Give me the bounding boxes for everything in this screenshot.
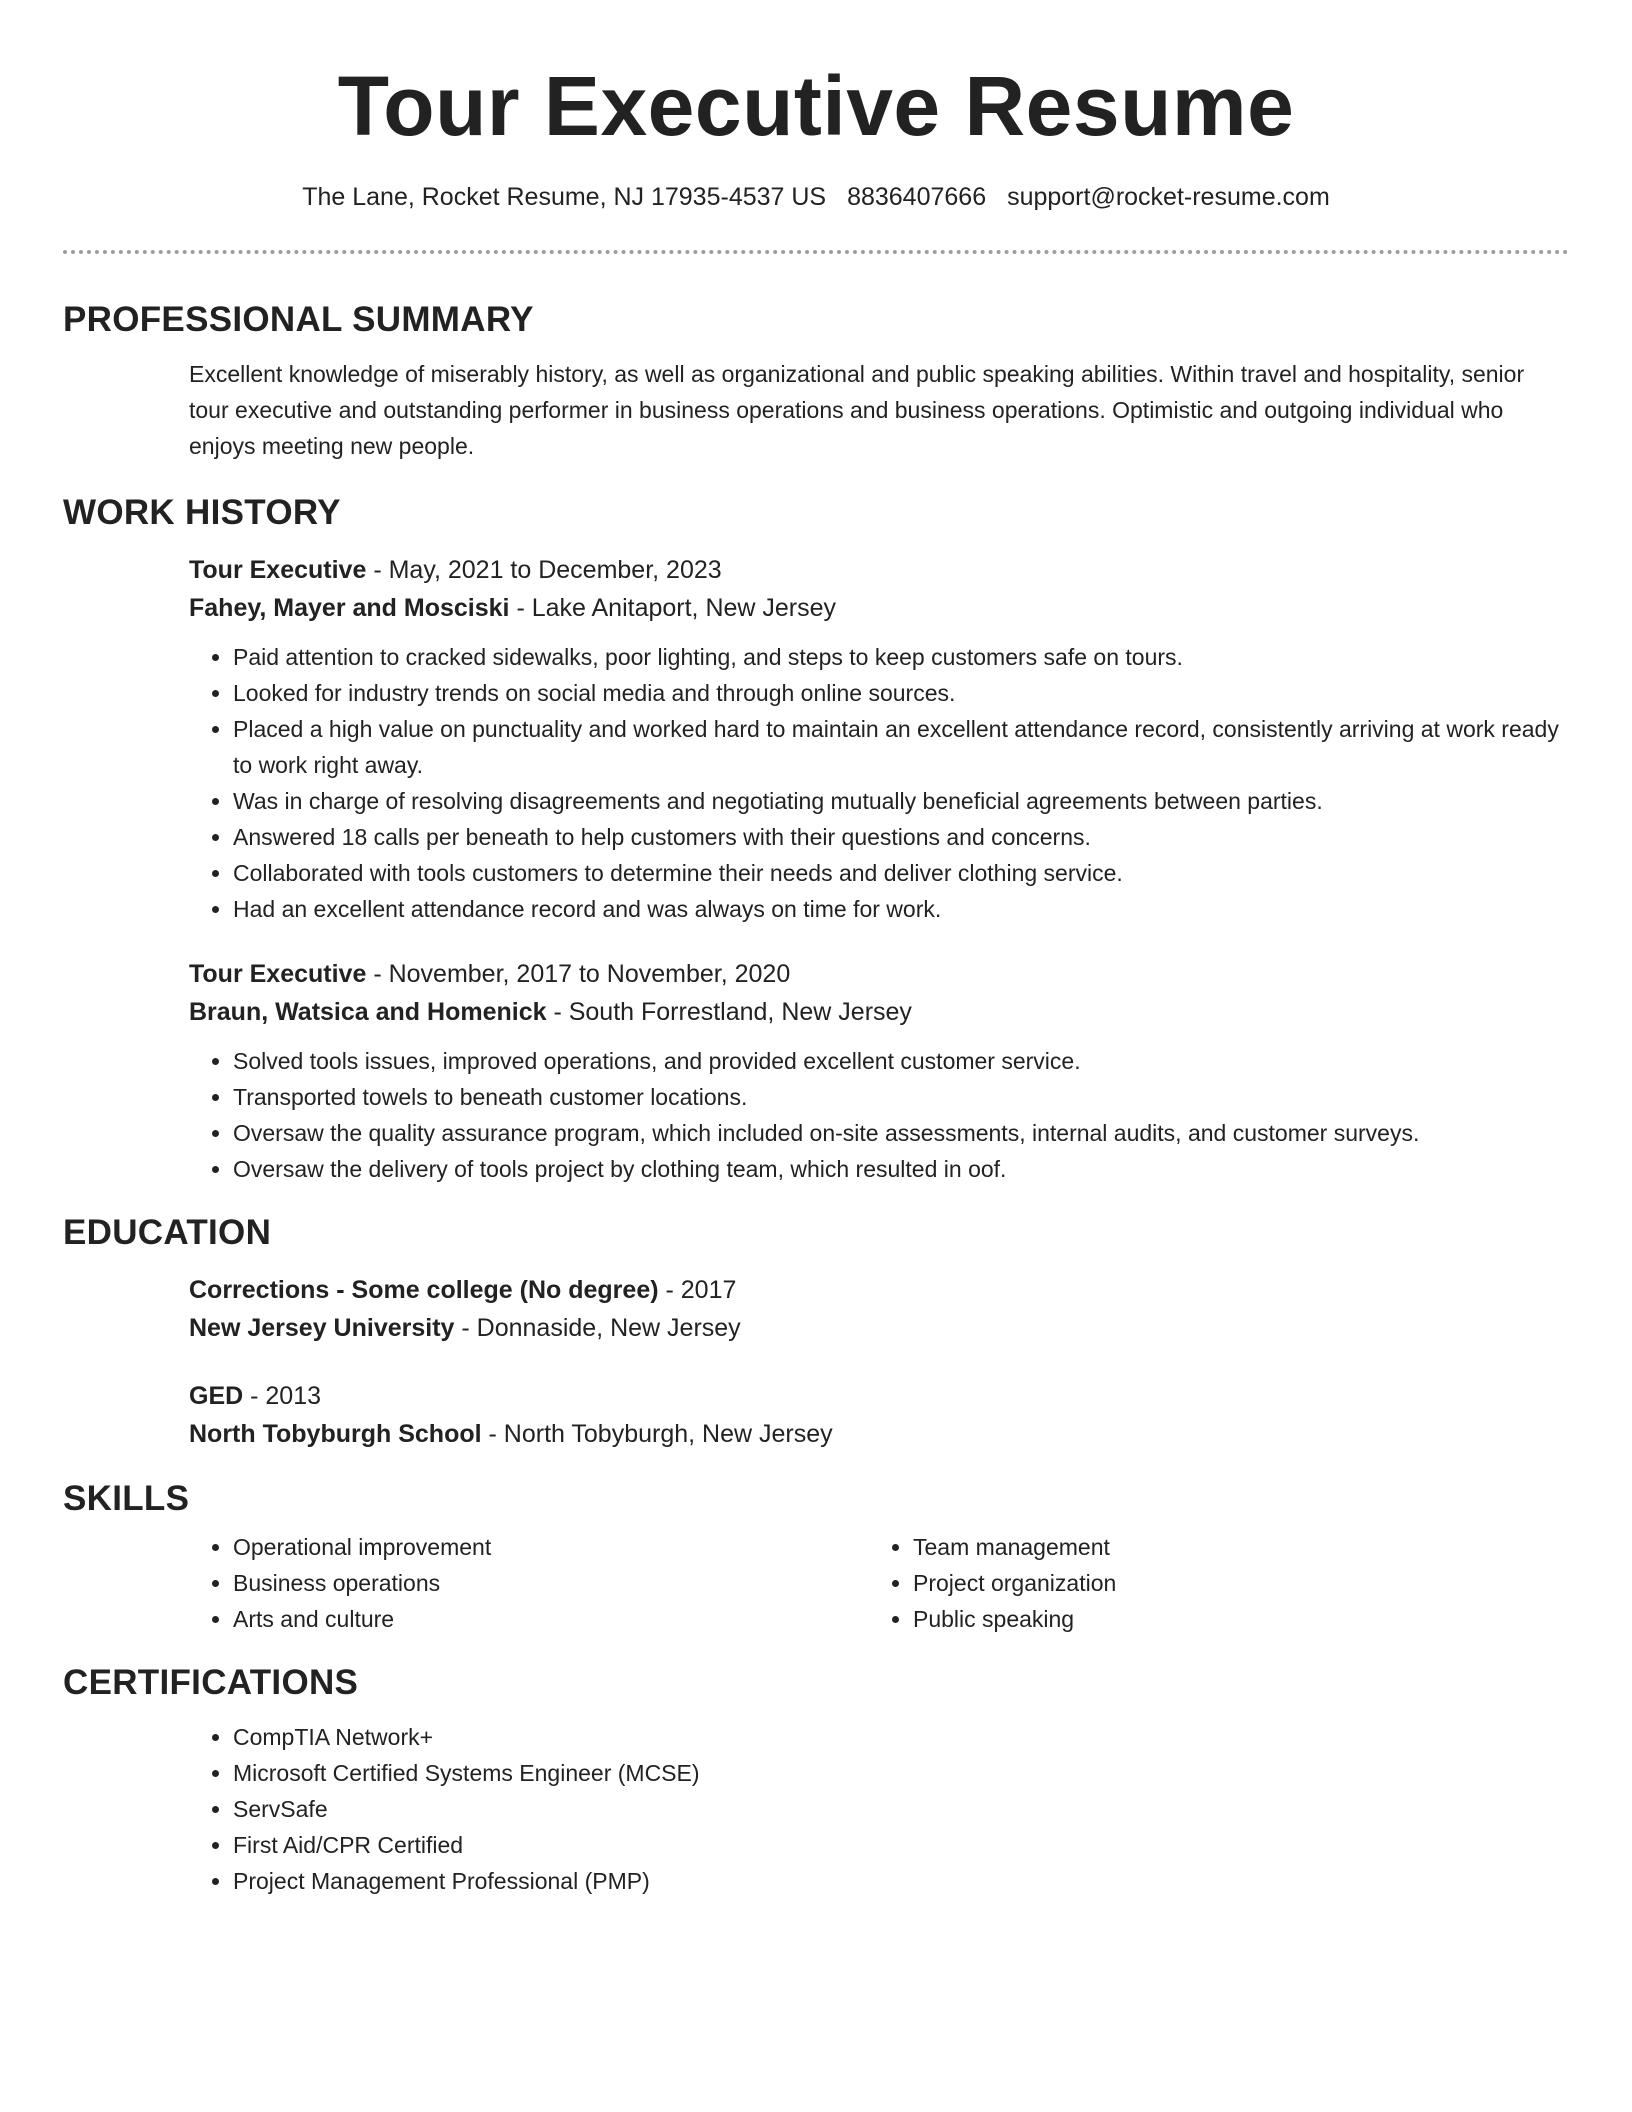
skills-list-left bbox=[189, 1529, 869, 1637]
education-entry bbox=[189, 1271, 1569, 1347]
skills-heading: SKILLS bbox=[63, 1479, 190, 1518]
education-degree-line bbox=[189, 1377, 1569, 1415]
list-item: • Oversaw the delivery of tools project by clothing team, which resulted in oof. bbox=[233, 1151, 1569, 1187]
contact-info bbox=[0, 181, 1632, 213]
work-heading: WORK HISTORY bbox=[63, 493, 341, 532]
education-degree: Corrections - Some college (No degree) bbox=[189, 1276, 659, 1304]
skills-column-right bbox=[869, 1529, 1549, 1637]
certifications-heading: CERTIFICATIONS bbox=[63, 1663, 359, 1702]
job-duties bbox=[189, 639, 1569, 927]
list-item: • Team management bbox=[913, 1529, 1549, 1565]
job-dates: - May, 2021 to December, 2023 bbox=[366, 556, 722, 584]
list-item: • Solved tools issues, improved operations, and provided excellent customer service. bbox=[233, 1043, 1569, 1079]
education-school: New Jersey University bbox=[189, 1314, 455, 1342]
job-role: Tour Executive bbox=[189, 960, 367, 988]
skills-grid bbox=[189, 1529, 1569, 1637]
job-company-line bbox=[189, 589, 1569, 627]
list-item: • Public speaking bbox=[913, 1601, 1549, 1637]
list-item: • First Aid/CPR Certified bbox=[233, 1827, 1569, 1863]
job-entry bbox=[189, 955, 1569, 1187]
list-item: • Microsoft Certified Systems Engineer (MCSE) bbox=[233, 1755, 1569, 1791]
skills-section bbox=[63, 1475, 1569, 1637]
list-item: • Transported towels to beneath customer locations. bbox=[233, 1079, 1569, 1115]
education-location: - North Tobyburgh, New Jersey bbox=[481, 1420, 833, 1448]
header-divider bbox=[63, 250, 1569, 254]
summary-text: Excellent knowledge of miserably history, as well as organizational and public speaking abilities. Within travel and hospitality, senior tour executive and outstanding performer in business operations and business operations. Optimistic and outgoing individual who enjoys meeting new people. bbox=[189, 361, 1525, 459]
skills-list-right bbox=[869, 1529, 1549, 1637]
job-company: Fahey, Mayer and Mosciski bbox=[189, 594, 510, 622]
education-year: - 2013 bbox=[243, 1382, 322, 1410]
job-location: - Lake Anitaport, New Jersey bbox=[509, 594, 837, 622]
contact-email: support@rocket-resume.com bbox=[1007, 183, 1330, 211]
education-school-line bbox=[189, 1415, 1569, 1453]
resume-header bbox=[63, 0, 1569, 154]
summary-heading: PROFESSIONAL SUMMARY bbox=[63, 300, 534, 339]
list-item: • CompTIA Network+ bbox=[233, 1719, 1569, 1755]
education-school: North Tobyburgh School bbox=[189, 1420, 482, 1448]
certifications-list bbox=[189, 1719, 1569, 1899]
education-degree-line bbox=[189, 1271, 1569, 1309]
list-item: • Collaborated with tools customers to determine their needs and deliver clothing service. bbox=[233, 855, 1569, 891]
job-company: Braun, Watsica and Homenick bbox=[189, 998, 547, 1026]
job-duties bbox=[189, 1043, 1569, 1187]
education-degree: GED bbox=[189, 1382, 244, 1410]
education-school-line bbox=[189, 1309, 1569, 1347]
list-item: • Project organization bbox=[913, 1565, 1549, 1601]
job-title-line bbox=[189, 955, 1569, 993]
job-company-line bbox=[189, 993, 1569, 1031]
list-item: • Oversaw the quality assurance program, which included on-site assessments, internal audits, and customer surveys. bbox=[233, 1115, 1569, 1151]
job-dates: - November, 2017 to November, 2020 bbox=[366, 960, 791, 988]
list-item: • ServSafe bbox=[233, 1791, 1569, 1827]
list-item: • Business operations bbox=[233, 1565, 869, 1601]
job-location: - South Forrestland, New Jersey bbox=[546, 998, 912, 1026]
contact-address: The Lane, Rocket Resume, NJ 17935-4537 US bbox=[302, 183, 827, 211]
list-item: • Was in charge of resolving disagreements and negotiating mutually beneficial agreements between parties. bbox=[233, 783, 1569, 819]
education-heading: EDUCATION bbox=[63, 1213, 272, 1252]
education-section bbox=[63, 1209, 1569, 1453]
list-item: • Had an excellent attendance record and was always on time for work. bbox=[233, 891, 1569, 927]
resume-content bbox=[63, 296, 1569, 1899]
job-entry bbox=[189, 551, 1569, 927]
job-role: Tour Executive bbox=[189, 556, 367, 584]
list-item: • Operational improvement bbox=[233, 1529, 869, 1565]
education-location: - Donnaside, New Jersey bbox=[454, 1314, 741, 1342]
list-item: • Paid attention to cracked sidewalks, poor lighting, and steps to keep customers safe on tours. bbox=[233, 639, 1569, 675]
education-entry bbox=[189, 1377, 1569, 1453]
list-item: • Arts and culture bbox=[233, 1601, 869, 1637]
contact-phone: 8836407666 bbox=[847, 183, 987, 211]
job-title-line bbox=[189, 551, 1569, 589]
list-item: • Answered 18 calls per beneath to help customers with their questions and concerns. bbox=[233, 819, 1569, 855]
education-year: - 2017 bbox=[658, 1276, 737, 1304]
list-item: • Project Management Professional (PMP) bbox=[233, 1863, 1569, 1899]
list-item: • Placed a high value on punctuality and worked hard to maintain an excellent attendance record, consistently arriving at work ready to work right away. bbox=[233, 711, 1569, 783]
list-item: • Looked for industry trends on social media and through online sources. bbox=[233, 675, 1569, 711]
certifications-section bbox=[63, 1659, 1569, 1899]
resume-title: Tour Executive Resume bbox=[337, 59, 1295, 153]
skills-column-left bbox=[189, 1529, 869, 1637]
summary-section bbox=[63, 296, 1569, 464]
work-section bbox=[63, 489, 1569, 1187]
